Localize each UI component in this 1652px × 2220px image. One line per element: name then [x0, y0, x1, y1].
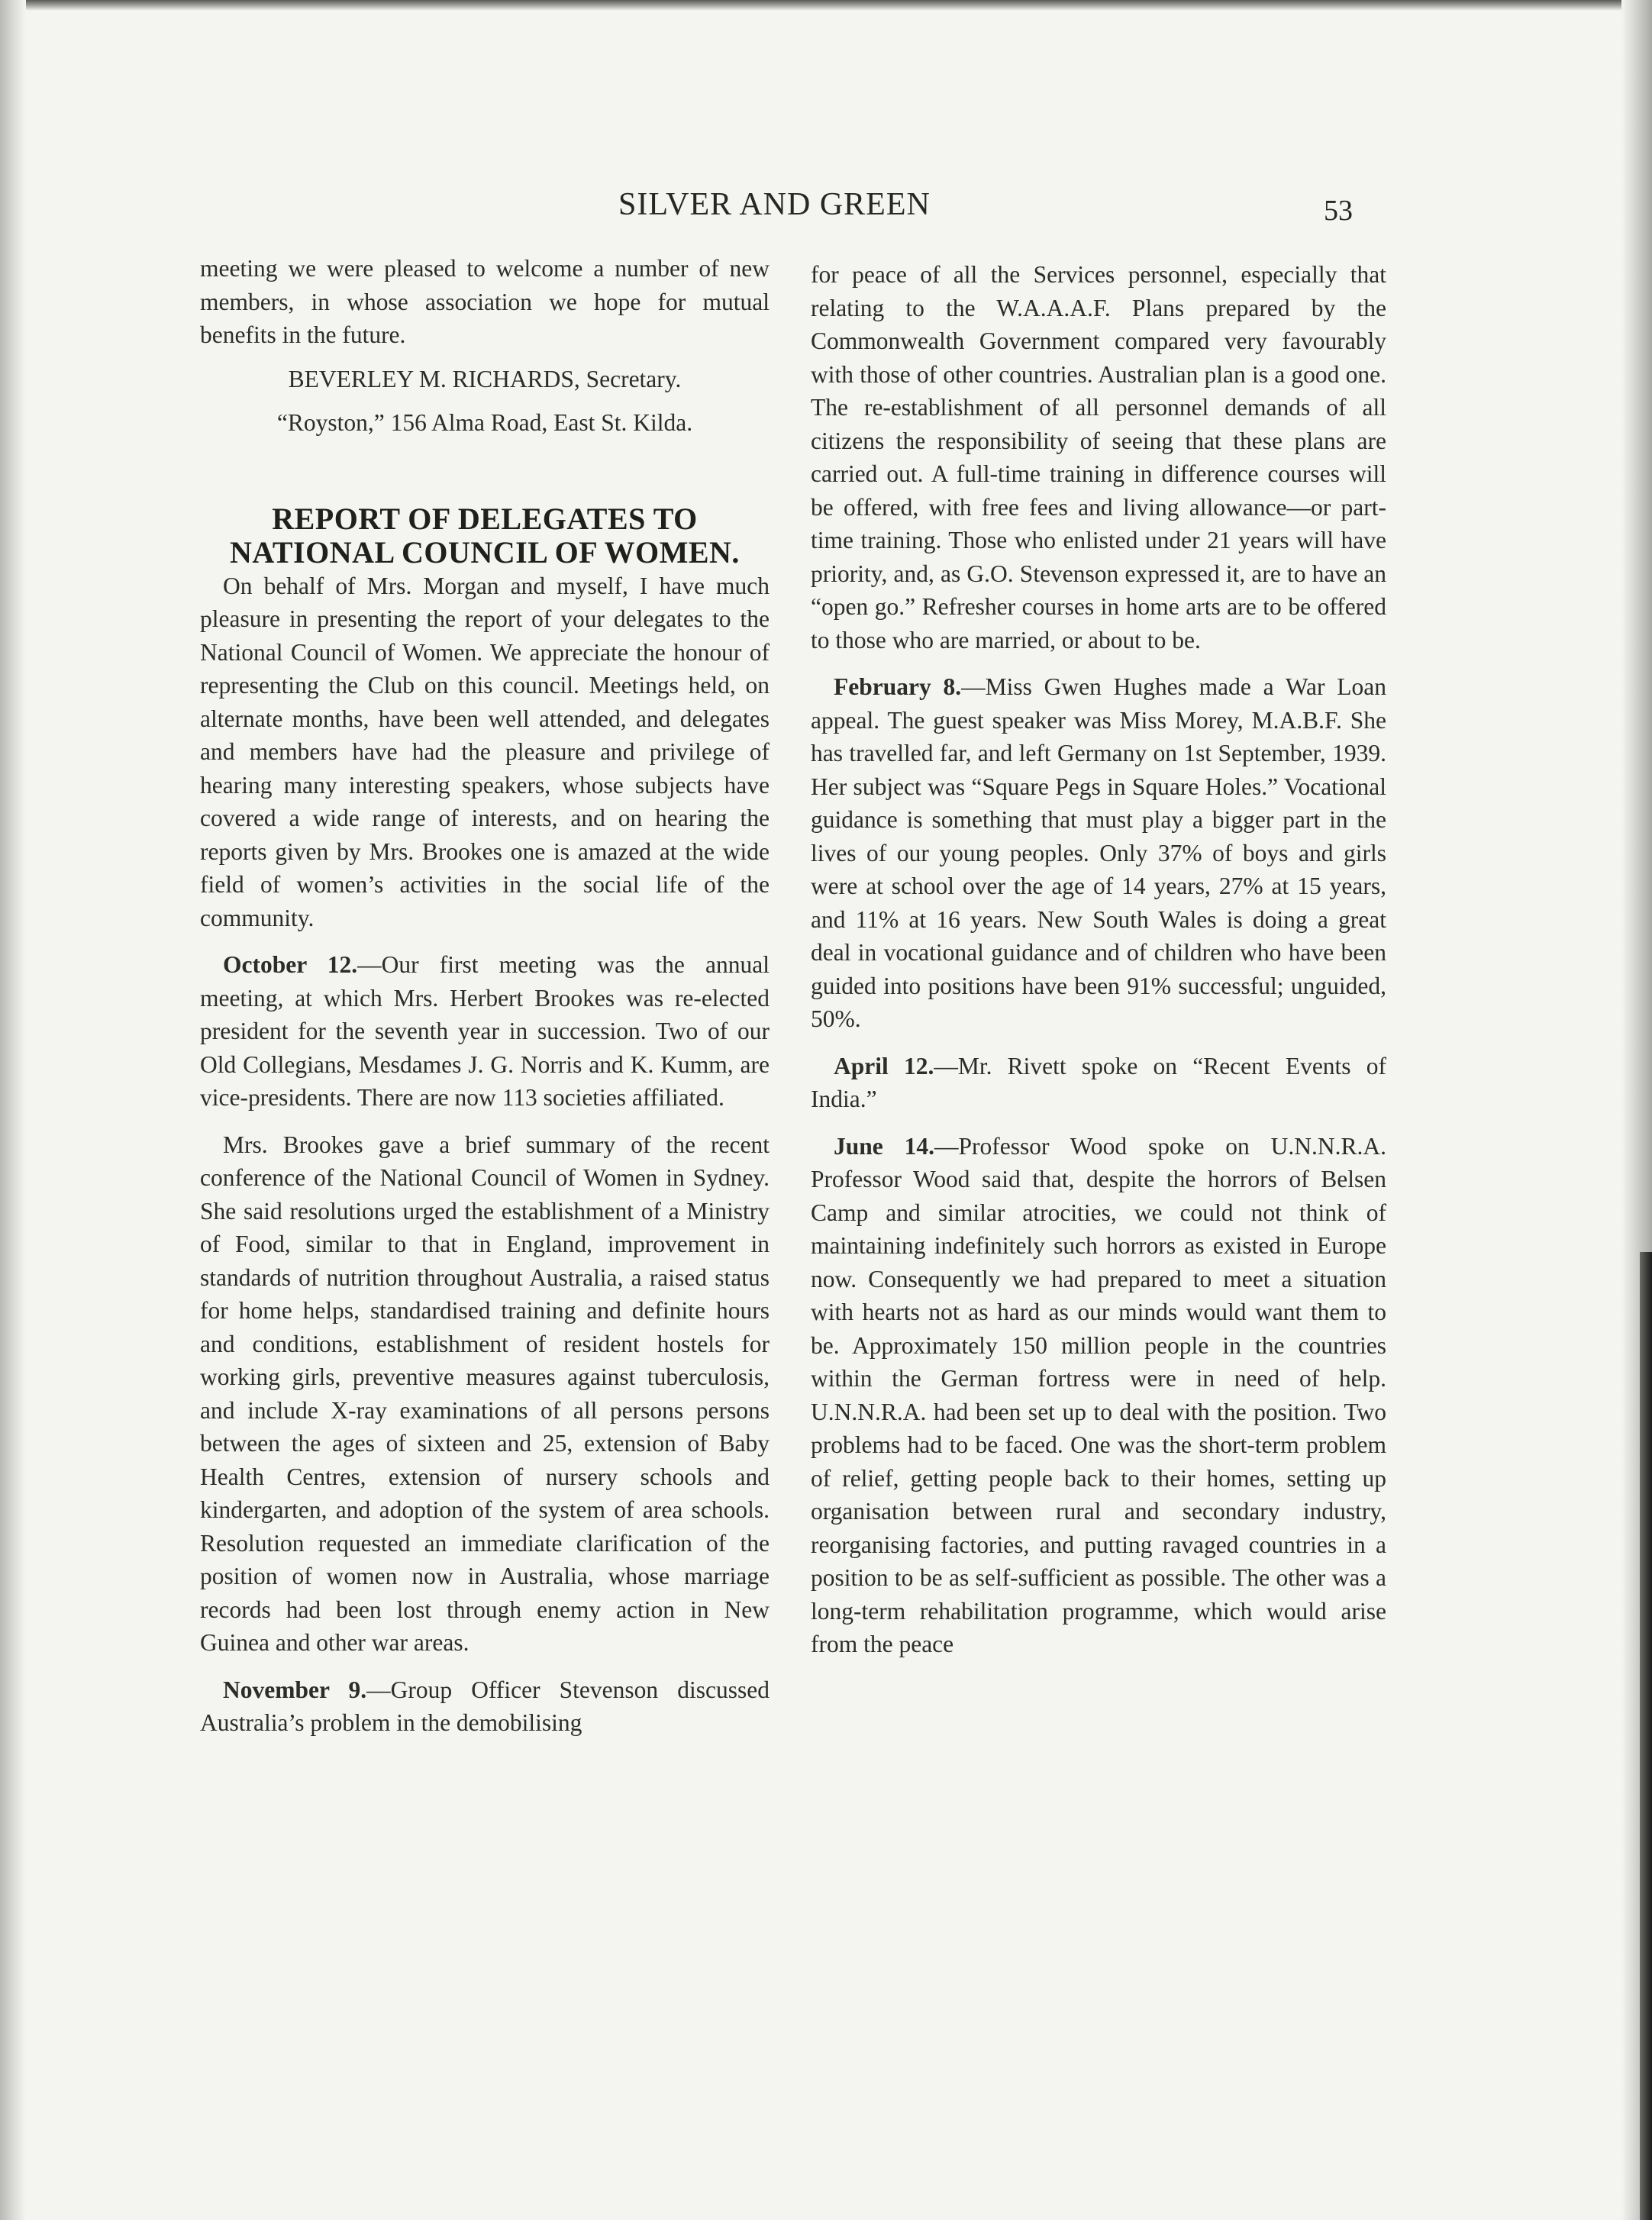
page-number: 53 — [1324, 195, 1353, 227]
june-date: June 14. — [834, 1132, 934, 1160]
left-column — [200, 252, 770, 1740]
february-date: February 8. — [834, 673, 962, 700]
october-date: October 12. — [223, 951, 358, 978]
left-continuation-paragraph: meeting we were pleased to welcome a number of new members, in whose association we hope for mutual benefits in the future. — [200, 255, 770, 348]
signature-address: “Royston,” 156 Alma Road, East St. Kilda. — [276, 409, 693, 436]
page-binding-dark-strip — [1640, 1252, 1652, 2220]
october-paragraph — [200, 948, 770, 1115]
page-left-edge-shadow — [0, 0, 26, 2220]
brookes-paragraph: Mrs. Brookes gave a brief summary of the recent conference of the National Council of Women in Sydney. She said resolutions urged the establishment of a Ministry of Food, similar to that in England, improvement in standards of nutrition throughout Australia, a raised status for home helps, standardised training and definite hours and conditions, establishment of resident hostels for working girls, preventive measures against tuberculosis, and include X-ray examinations of all persons persons between the ages of sixteen and 25, extension of Baby Health Centres, extension of nursery schools and kindergarten, and adoption of the system of area schools. Resolution requested an immediate clarification of the position of women now in Australia, whose marriage records had been lost through enemy action in New Guinea and other war areas. — [200, 1131, 770, 1656]
june-paragraph — [811, 1130, 1386, 1661]
october-text: —Our first meeting was the annual meeting, at which Mrs. Herbert Brookes was re-elected president for the seventh year in succession. Two of our Old Collegians, Mesdames J. G. Norris and K. Kumm, are vice-presidents. There are now 113 societies affiliated. — [200, 951, 770, 1111]
running-title: SILVER AND GREEN — [618, 187, 931, 222]
april-paragraph — [811, 1050, 1386, 1116]
section-heading-line-2: NATIONAL COUNCIL OF WOMEN. — [230, 534, 740, 570]
intro-paragraph: On behalf of Mrs. Morgan and myself, I have much pleasure in presenting the report of your delegates to the National Council of Women. We appreciate the honour of representing the Club on this council. Meetings held, on alternate months, have been well attended, and delegates and members have had the pleasure and privilege of hearing many interesting speakers, whose subjects have covered a wide range of interests, and on hearing the reports given by Mrs. Brookes one is amazed at the wide field of women’s activities in the social life of the community. — [200, 572, 770, 931]
november-paragraph — [200, 1673, 770, 1740]
february-text: —Miss Gwen Hughes made a War Loan appeal. The guest speaker was Miss Morey, M.A.B.F. She has travelled far, and left Germany on 1st September, 1939. Her subject was “Square Pegs in Square Holes.” Vocational guidance is something that must play a bigger part in the lives of our young peoples. Only 37% of boys and girls were at school over the age of 14 years, 27% at 15 years, and 11% at 16 years. New South Wales is doing a great deal in vocational guidance and of children who have been guided into positions have been 91% successful; unguided, 50%. — [811, 673, 1386, 1032]
february-paragraph — [811, 670, 1386, 1036]
section-heading-line-1: REPORT OF DELEGATES TO — [272, 501, 698, 536]
november-text: —Group Officer Stevenson discussed Australia’s problem in the demobilising — [200, 1676, 770, 1736]
right-continuation-paragraph: for peace of all the Services personnel, especially that relating to the W.A.A.A.F. Plans prepared by the Commonwealth Government compared very favourably with those of other countries. Australian plan is a good one. The re-establishment of all personnel demands of all citizens the responsibility of seeing that these plans are carried out. A full-time training in difference courses will be offered, with free fees and living allowance—or part-time training. Those who enlisted under 21 years will have priority, and, as G.O. Stevenson expressed it, are to have an “open go.” Refresher courses in home arts are to be offered to those who are married, or about to be. — [811, 261, 1386, 653]
november-date: November 9. — [223, 1676, 367, 1703]
signature-name: BEVERLEY M. RICHARDS, Secretary. — [288, 365, 682, 392]
right-column — [811, 258, 1386, 1661]
section-heading — [200, 502, 770, 570]
april-date: April 12. — [834, 1052, 934, 1079]
page-top-edge-shadow — [0, 0, 1652, 11]
april-text: —Mr. Rivett spoke on “Recent Events of India.” — [811, 1052, 1386, 1112]
june-text: —Professor Wood spoke on U.N.N.R.A. Professor Wood said that, despite the horrors of Belsen Camp and similar atrocities, we could not think of maintaining indefinitely such horrors as existed in Europe now. Consequently we had prepared to meet a situation with hearts not as hard as our minds would want them to be. Approximately 150 million people in the countries within the German fortress were in need of help. U.N.N.R.A. had been set up to deal with the position. Two problems had to be faced. One was the short-term problem of relief, getting people back to their homes, setting up organisation between rural and secondary industry, reorganising factories, and putting ravaged countries in a position to be as self-sufficient as possible. The other was a long-term rehabilitation programme, which would arise from the peace — [811, 1132, 1386, 1657]
